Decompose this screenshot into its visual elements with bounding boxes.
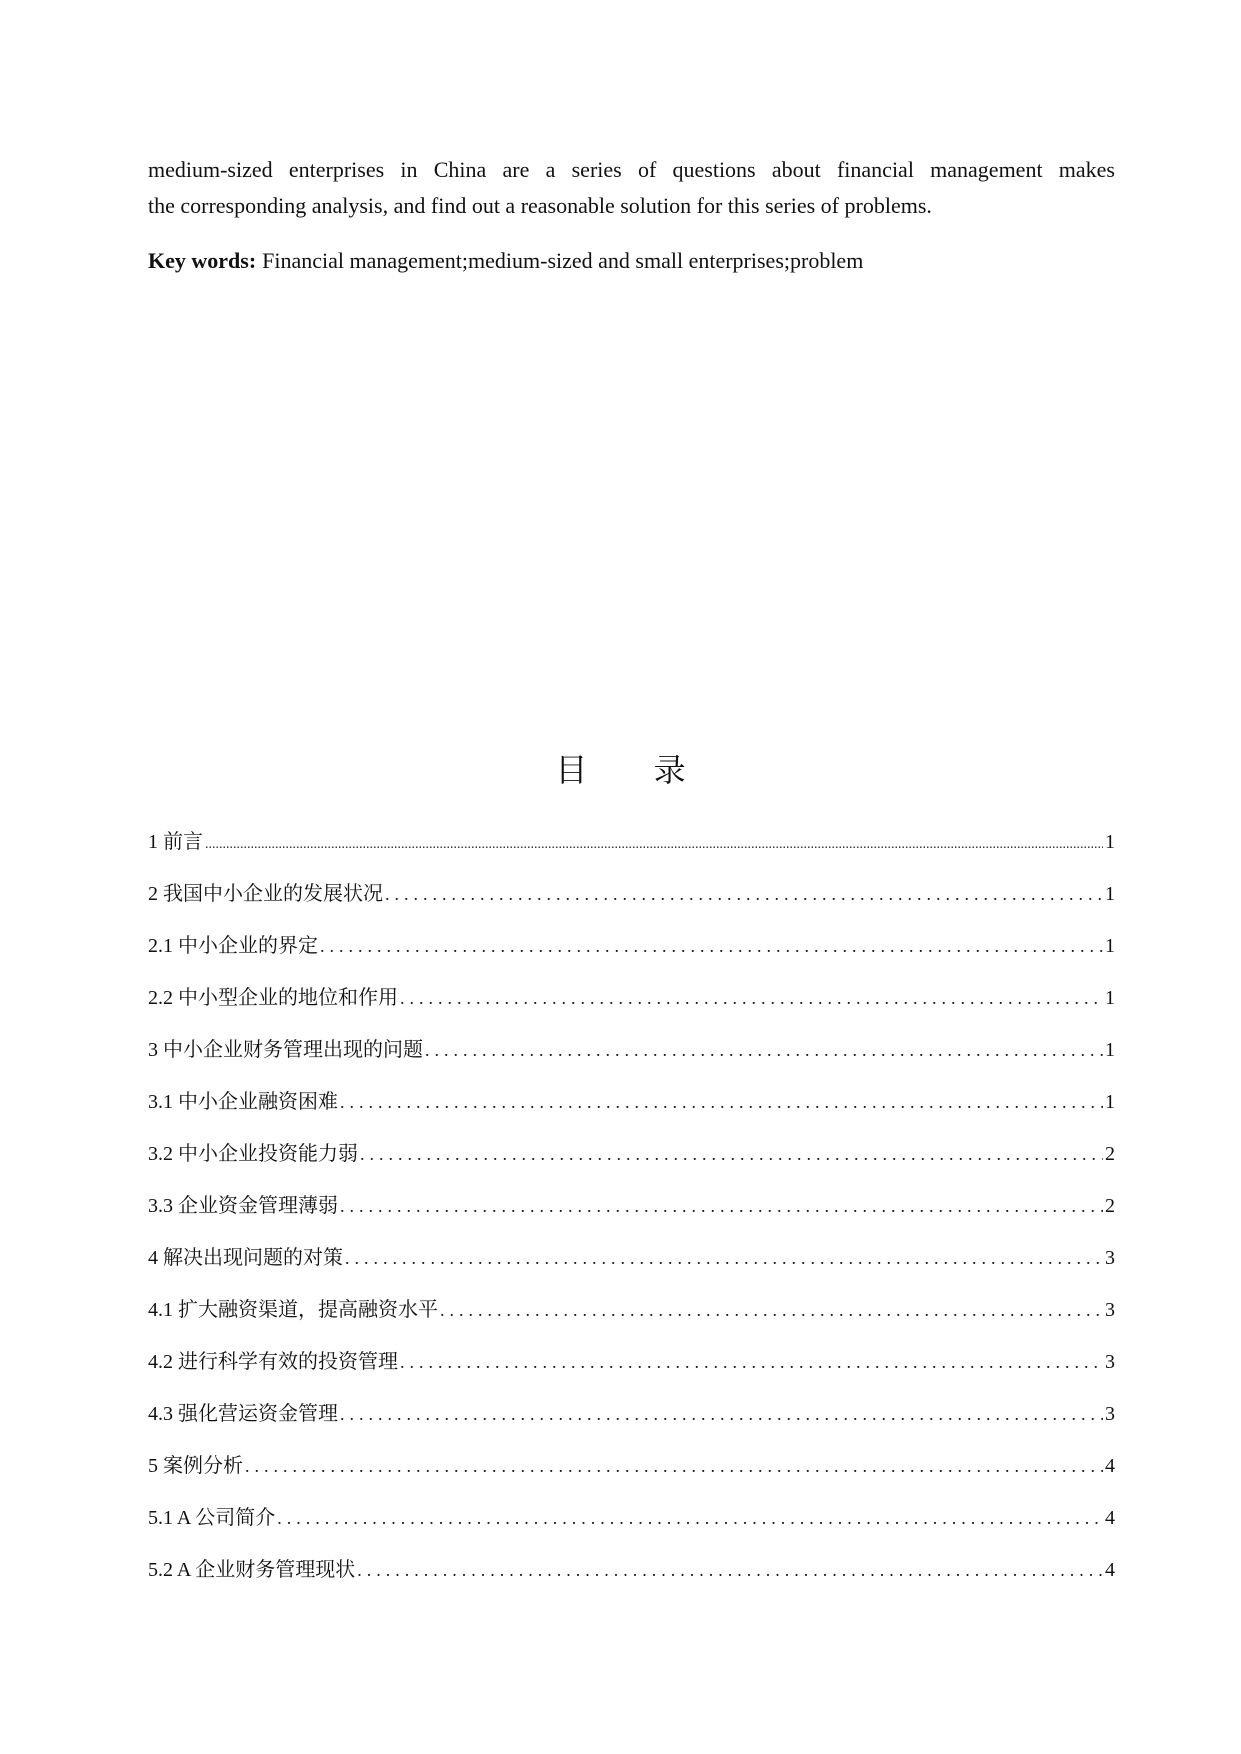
toc-entry-page: 3 [1105, 1403, 1115, 1425]
toc-leader-dots [400, 982, 1103, 1014]
toc-entry[interactable] [148, 930, 1115, 982]
toc-entry-label: 3.3 企业资金管理薄弱 [148, 1195, 338, 1217]
toc-entry-label: 3.2 中小企业投资能力弱 [148, 1143, 358, 1165]
toc-entry-label: 4.2 进行科学有效的投资管理 [148, 1351, 398, 1373]
toc-entry-label: 2 我国中小企业的发展状况 [148, 883, 383, 905]
toc-entry-page: 4 [1105, 1559, 1115, 1581]
toc-entry-label: 1 前言 [148, 831, 203, 853]
keywords-line [148, 243, 863, 279]
toc-entry-page: 1 [1105, 987, 1115, 1009]
toc-entry-label: 2.2 中小型企业的地位和作用 [148, 987, 398, 1009]
toc-leader-dots [385, 878, 1103, 910]
toc-entry-label: 5.2 A 企业财务管理现状 [148, 1559, 356, 1581]
keywords-text: Financial management;medium-sized and small enterprises;problem [262, 248, 864, 273]
toc-entry-label: 5.1 A 公司简介 [148, 1507, 276, 1529]
toc-leader-dots [440, 1294, 1103, 1326]
toc-entry-page: 1 [1105, 883, 1115, 905]
toc-entry[interactable] [148, 1034, 1115, 1086]
toc-entry[interactable] [148, 1398, 1115, 1450]
toc-entry-page: 1 [1105, 935, 1115, 957]
toc-entry[interactable] [148, 1554, 1115, 1606]
toc-entry[interactable] [148, 826, 1115, 878]
toc-leader-dots [205, 829, 1103, 861]
toc-entry[interactable] [148, 1190, 1115, 1242]
toc-entry-page: 3 [1105, 1299, 1115, 1321]
toc-entry[interactable] [148, 1086, 1115, 1138]
toc-title: 目 录 [555, 751, 714, 789]
toc-entry-label: 3 中小企业财务管理出现的问题 [148, 1039, 423, 1061]
keywords-label: Key words: [148, 248, 257, 273]
toc-leader-dots [340, 1190, 1103, 1222]
toc-entry-label: 4.3 强化营运资金管理 [148, 1403, 338, 1425]
toc-leader-dots [320, 930, 1103, 962]
toc-entry-page: 4 [1105, 1507, 1115, 1529]
toc-entry-page: 2 [1105, 1195, 1115, 1217]
toc-leader-dots [245, 1450, 1103, 1482]
toc-leader-dots [357, 1554, 1103, 1586]
toc-entry-label: 5 案例分析 [148, 1455, 243, 1477]
toc-entry-page: 1 [1105, 1039, 1115, 1061]
table-of-contents [148, 826, 1115, 1606]
toc-leader-dots [340, 1398, 1103, 1430]
toc-entry-label: 3.1 中小企业融资困难 [148, 1091, 338, 1113]
abstract-line-2: the corresponding analysis, and find out a reasonable solution for this series of problems. [148, 193, 932, 218]
toc-entry-label: 4.1 扩大融资渠道，提高融资水平 [148, 1299, 438, 1321]
toc-entry-page: 1 [1105, 1091, 1115, 1113]
toc-leader-dots [400, 1346, 1103, 1378]
toc-entry[interactable] [148, 982, 1115, 1034]
toc-entry-page: 2 [1105, 1143, 1115, 1165]
toc-entry[interactable] [148, 1502, 1115, 1554]
toc-entry-page: 3 [1105, 1351, 1115, 1373]
toc-entry-page: 3 [1105, 1247, 1115, 1269]
toc-leader-dots [340, 1086, 1103, 1118]
toc-entry-page: 1 [1105, 831, 1115, 853]
toc-entry[interactable] [148, 1138, 1115, 1190]
toc-entry-page: 4 [1105, 1455, 1115, 1477]
toc-entry[interactable] [148, 1242, 1115, 1294]
toc-entry[interactable] [148, 1294, 1115, 1346]
toc-entry-label: 4 解决出现问题的对策 [148, 1247, 343, 1269]
toc-entry-label: 2.1 中小企业的界定 [148, 935, 318, 957]
toc-leader-dots [425, 1034, 1103, 1066]
abstract-line-1: medium-sized enterprises in China are a series of questions about financial management makes [148, 157, 1115, 182]
toc-entry[interactable] [148, 878, 1115, 930]
toc-leader-dots [345, 1242, 1103, 1274]
toc-leader-dots [360, 1138, 1103, 1170]
toc-leader-dots [277, 1502, 1103, 1534]
toc-entry[interactable] [148, 1450, 1115, 1502]
abstract-paragraph [148, 152, 1115, 224]
toc-entry[interactable] [148, 1346, 1115, 1398]
